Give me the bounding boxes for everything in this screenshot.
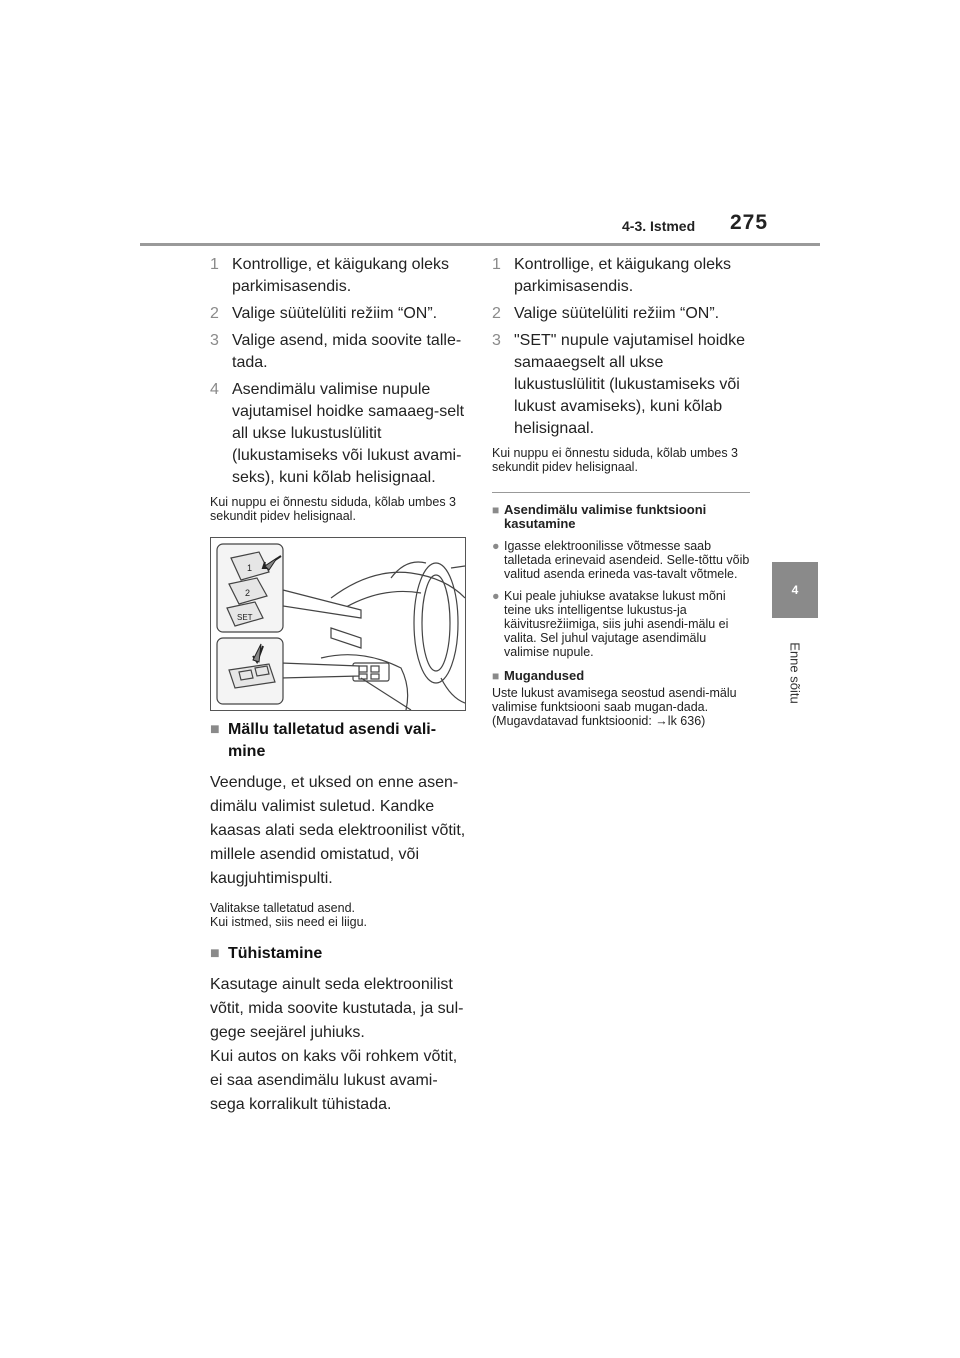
step-item [492,330,752,440]
step-number: 1 [492,256,501,273]
door-panel-drawing [211,538,465,710]
section-paragraph: Veenduge, et uksed on enne asen-dimälu valimist suletud. Kandke kaasas alati seda elektroonilist võtit, millele asendid omistatud, või kaugjuhtimispulti. [210,774,466,887]
circle-bullet-icon: ● [492,589,500,603]
step-text: Kontrollige, et käigukang oleks parkimisasendis. [232,256,450,295]
step-item [210,303,472,325]
section-heading-text: Tühistamine [228,945,323,962]
section-heading-text: Mällu talletatud asendi vali-mine [228,721,437,760]
step-item [210,379,472,489]
step-number: 2 [210,305,219,322]
section-divider [492,492,750,493]
square-bullet-icon: ■ [492,503,500,517]
section-heading [492,503,752,531]
right-column [492,254,752,728]
section-paragraph: Kui autos on kaks või rohkem võtit, ei saa asendimälu lukust avami-sega korralikult tühistada. [210,1048,458,1113]
square-bullet-icon: ■ [210,721,220,738]
header-rule [140,243,820,246]
circle-bullet-icon: ● [492,539,500,553]
step-number: 4 [210,381,219,398]
step-note: Kui nuppu ei õnnestu siduda, kõlab umbes 3 sekundit pidev helisignaal. [210,495,457,523]
section-heading [210,719,472,763]
chapter-title-text: Enne sõitu [787,642,803,704]
section-note [210,901,472,929]
step-text: Valige süütelüliti režiim “ON”. [232,305,438,322]
section-heading [210,943,472,965]
step-number: 2 [492,305,501,322]
left-column [210,254,472,1117]
section-label: 4-3. Istmed [622,218,696,234]
step-item [492,303,752,325]
bullet-text: Igasse elektroonilisse võtmesse saab talletada erinevaid asendeid. Selle-tõttu võib valitud asenda erineda vas-tavalt võtmele. [504,539,750,581]
section-heading [492,669,752,683]
note-line: Kui istmed, siis need ei liigu. [210,915,368,929]
step-text: Kontrollige, et käigukang oleks parkimisasendis. [514,256,732,295]
section-paragraph: Uste lukust avamisega seostud asendi-mälu valimise funktsiooni saab mugan-dada. (Mugavdatavad funktsioonid: →lk 636) [492,686,737,728]
section-paragraph: Kasutage ainult seda elektroonilist võtit, mida soovite kustutada, ja sul-gege seejärel juhiuks. [210,976,464,1041]
bullet-item [492,589,752,659]
step-text: Valige süütelüliti režiim “ON”. [514,305,720,322]
bullet-text: Kui peale juhiukse avatakse lukust mõni teine uks intelligentse lukustus-ja käivitusrežiimiga, siis juhi asendi-mälu ei valita. Sel juhul vajutage asendimälu valimise nupule. [504,589,729,659]
section-heading-text: Asendimälu valimise funktsiooni kasutamine [504,502,707,531]
memory-buttons-illustration [210,537,466,711]
section-heading-text: Mugandused [504,668,585,683]
note-line: Valitakse talletatud asend. [210,901,356,915]
memory-button-2-label: 2 [245,588,251,598]
square-bullet-icon: ■ [492,669,500,683]
step-text: Asendimälu valimise nupule vajutamisel hoidke samaaeg-selt all ukse lukustuslülitit (lukustamiseks või lukust avami-seks), kuni kõlab helisignaal. [232,381,465,486]
step-number: 1 [210,256,219,273]
square-bullet-icon: ■ [210,945,220,962]
set-button-label: SET [237,613,253,622]
step-number: 3 [492,332,501,349]
step-note: Kui nuppu ei õnnestu siduda, kõlab umbes 3 sekundit pidev helisignaal. [492,446,739,474]
memory-button-1-label: 1 [247,563,253,573]
step-text: "SET" nupule vajutamisel hoidke samaaegselt all ukse lukustuslülitit (lukustamiseks või lukust avamiseks), kuni kõlab helisignaal. [514,332,746,437]
step-number: 3 [210,332,219,349]
step-item [492,254,752,298]
bullet-item [492,539,752,581]
page-number: 275 [730,211,769,234]
step-item [210,254,472,298]
chapter-tab[interactable]: 4 [772,562,818,618]
step-text: Valige asend, mida soovite talle-tada. [232,332,462,371]
chapter-title [785,633,805,713]
step-item [210,330,472,374]
